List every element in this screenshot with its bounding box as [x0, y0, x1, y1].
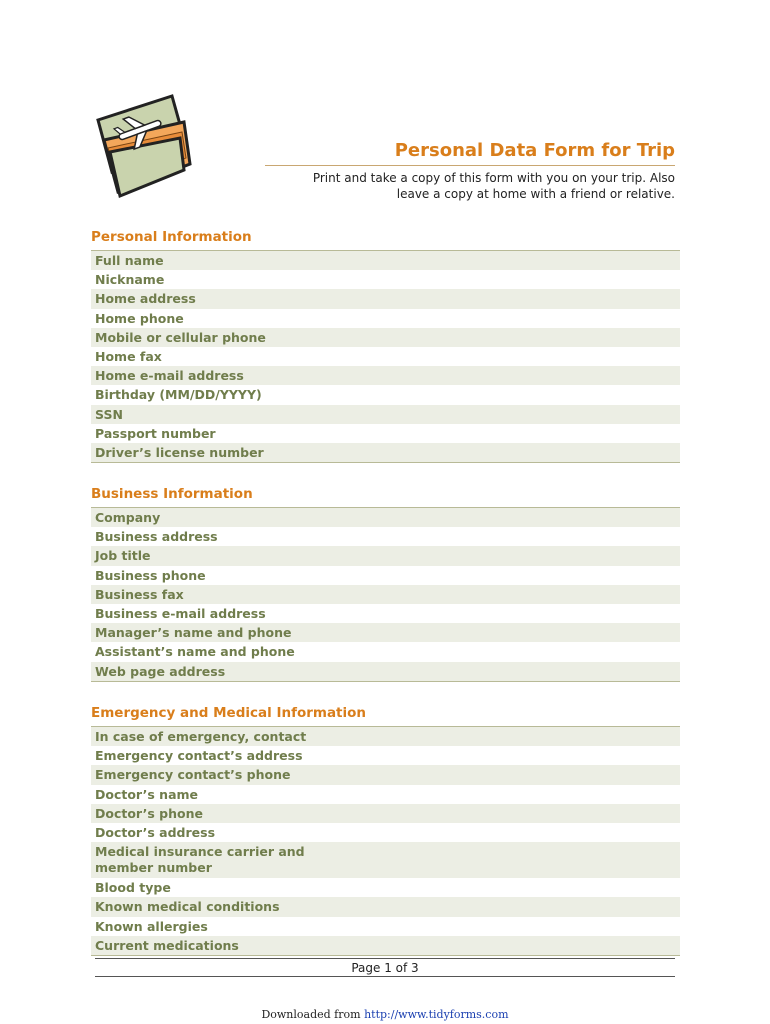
field-emergency-contact-phone[interactable]: Emergency contact’s phone: [91, 765, 680, 784]
field-doctor-phone[interactable]: Doctor’s phone: [91, 804, 680, 823]
subtitle-line-1: Print and take a copy of this form with you on your trip. Also: [312, 171, 675, 185]
field-home-phone[interactable]: Home phone: [95, 310, 184, 326]
tidyforms-link[interactable]: http://www.tidyforms.com: [364, 1008, 509, 1021]
field-doctor-address[interactable]: Doctor’s address: [95, 824, 216, 840]
field-job-title[interactable]: Job title: [91, 546, 680, 565]
field-blood-type[interactable]: Blood type: [95, 880, 171, 896]
field-company[interactable]: Company: [91, 508, 680, 527]
field-medical-insurance-label: Medical insurance carrier and member number: [95, 844, 305, 876]
field-manager-name-phone[interactable]: Manager’s name and phone: [91, 623, 680, 642]
field-current-medications[interactable]: Current medications: [91, 936, 680, 955]
field-birthday[interactable]: Birthday (MM/DD/YYYY): [95, 387, 262, 403]
subtitle-line-2: leave a copy at home with a friend or relative.: [396, 187, 675, 201]
field-business-address[interactable]: Business address: [95, 529, 218, 545]
field-business-email[interactable]: Business e-mail address: [95, 605, 266, 621]
page-number: Page 1 of 3: [351, 961, 419, 975]
section-title-business: Business Information: [91, 486, 253, 502]
section-title-emergency: Emergency and Medical Information: [91, 705, 367, 721]
field-home-address[interactable]: Home address: [91, 289, 680, 308]
emergency-fields: [91, 726, 680, 956]
field-nickname[interactable]: Nickname: [95, 272, 165, 288]
field-known-allergies[interactable]: Known allergies: [95, 918, 208, 934]
personal-fields: [91, 250, 680, 463]
page-subtitle: [255, 170, 675, 202]
field-known-medical-conditions[interactable]: Known medical conditions: [91, 897, 680, 916]
field-ssn[interactable]: SSN: [91, 405, 680, 424]
footer-rule-top: [95, 958, 675, 959]
section-title-personal: Personal Information: [91, 229, 252, 245]
field-doctor-name[interactable]: Doctor’s name: [95, 786, 199, 802]
downloaded-from: [0, 1008, 770, 1021]
field-home-fax[interactable]: Home fax: [95, 348, 162, 364]
field-mobile-phone[interactable]: Mobile or cellular phone: [91, 328, 680, 347]
field-business-phone[interactable]: Business phone: [95, 567, 206, 583]
field-medical-insurance[interactable]: [91, 842, 680, 878]
title-divider: [265, 165, 675, 166]
field-web-page-address[interactable]: Web page address: [91, 662, 680, 681]
field-home-email[interactable]: Home e-mail address: [91, 366, 680, 385]
page-title: Personal Data Form for Trip: [394, 140, 675, 161]
field-business-fax[interactable]: Business fax: [91, 585, 680, 604]
field-emergency-contact-address[interactable]: Emergency contact’s address: [95, 748, 303, 764]
footer-rule-bottom: [95, 976, 675, 977]
field-drivers-license[interactable]: Driver’s license number: [91, 443, 680, 462]
downloaded-prefix: Downloaded from: [261, 1008, 365, 1021]
travel-wallet-airplane-icon: [90, 92, 200, 202]
field-assistant-name-phone[interactable]: Assistant’s name and phone: [95, 644, 295, 660]
field-emergency-contact[interactable]: In case of emergency, contact: [91, 727, 680, 746]
field-full-name[interactable]: Full name: [91, 251, 680, 270]
field-passport-number[interactable]: Passport number: [95, 425, 216, 441]
business-fields: [91, 507, 680, 682]
